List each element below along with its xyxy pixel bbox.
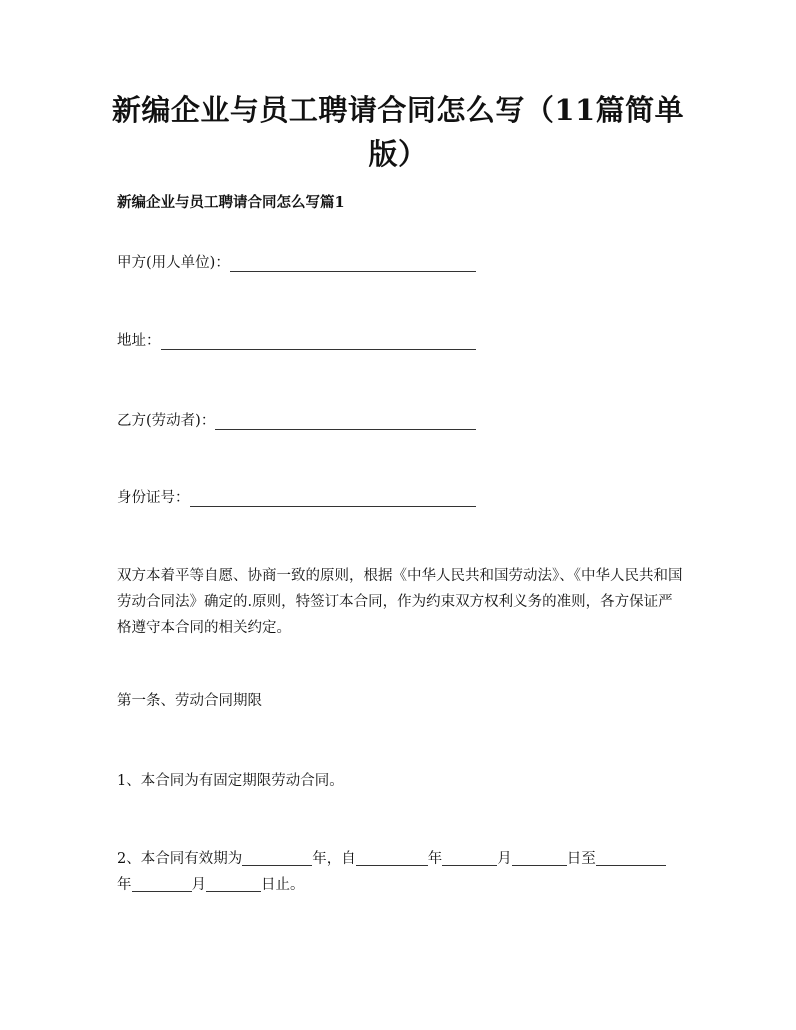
clause-2-year-from: 年，自	[312, 851, 356, 867]
start-month-blank	[442, 847, 497, 866]
clause-2-month2: 月	[191, 877, 206, 893]
end-day-blank	[206, 873, 261, 892]
id-blank	[190, 488, 477, 507]
article-1-heading: 第一条、劳动合同期限	[117, 693, 262, 709]
section-heading: 新编企业与员工聘请合同怎么写篇1	[117, 194, 345, 211]
party-a-label: 甲方(用人单位)：	[117, 255, 230, 271]
start-day-blank	[512, 847, 567, 866]
address-blank	[161, 331, 477, 350]
address-field	[117, 328, 683, 354]
preamble-paragraph: 双方本着平等自愿、协商一致的原则，根据《中华人民共和国劳动法》、《中华人民共和国劳动合同法》确定的.原则，特签订本合同，作为约束双方权利义务的准则，各方保证严格遵守本合同的相关约定。	[117, 568, 683, 636]
end-year-blank	[596, 847, 666, 866]
clause-2-month: 月	[497, 851, 512, 867]
party-b-blank	[215, 411, 476, 430]
clause-2-prefix: 2、本合同有效期为	[117, 851, 243, 867]
end-month-blank	[132, 873, 192, 892]
clause-2	[117, 846, 687, 898]
address-label: 地址：	[117, 333, 161, 349]
id-field	[117, 485, 683, 511]
clause-2-day-to: 日至	[566, 851, 596, 867]
id-label: 身份证号：	[117, 490, 190, 506]
party-b-label: 乙方(劳动者)：	[117, 413, 216, 429]
document-title	[90, 88, 706, 176]
title-line-2: 版）	[368, 137, 428, 171]
start-year-blank	[356, 847, 428, 866]
party-a-blank	[230, 253, 476, 272]
party-a-field	[117, 250, 683, 276]
term-blank	[242, 847, 312, 866]
title-line-1: 新编企业与员工聘请合同怎么写（11篇简单	[111, 93, 685, 127]
clause-2-end: 日止。	[261, 877, 305, 893]
clause-1: 1、本合同为有固定期限劳动合同。	[117, 773, 344, 789]
clause-2-year2: 年	[117, 877, 132, 893]
party-b-field	[117, 408, 683, 434]
clause-2-year: 年	[427, 851, 443, 867]
